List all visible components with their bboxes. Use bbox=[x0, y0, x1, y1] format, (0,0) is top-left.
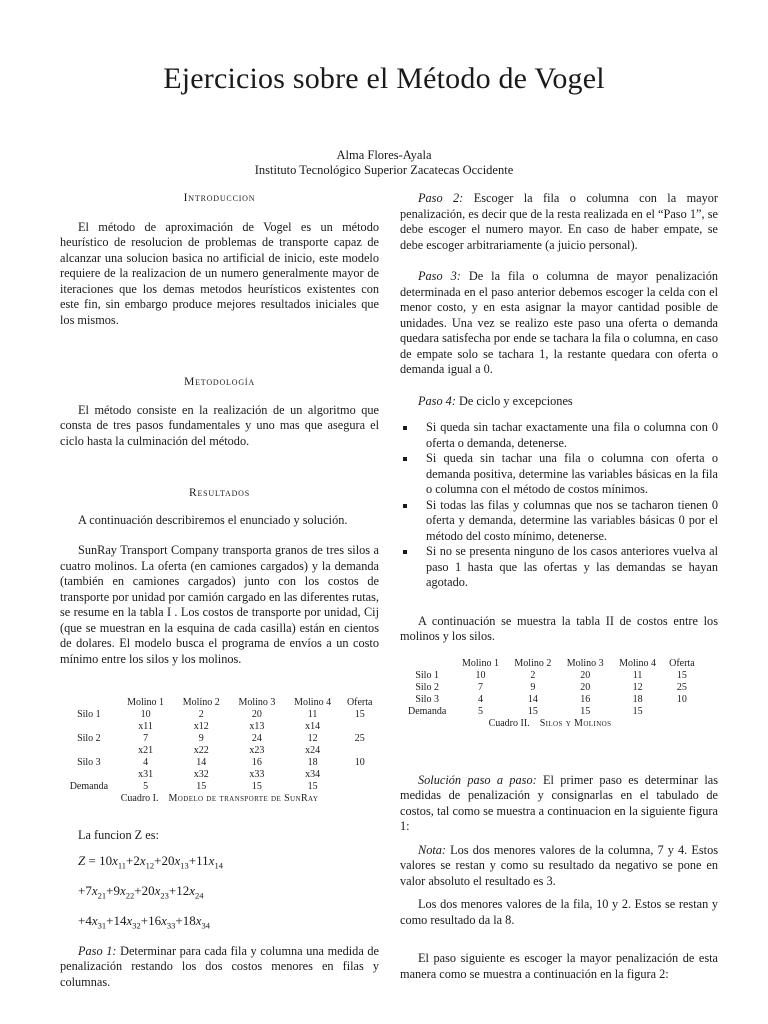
z-equation-line-3: $+4x_{31}+14x_{32}+16x_{33}+18x_{34}$ bbox=[78, 912, 210, 931]
row-header bbox=[60, 745, 118, 757]
table-cell bbox=[340, 769, 379, 781]
table-row bbox=[60, 745, 379, 757]
column-header: Oferta bbox=[346, 697, 373, 708]
table-sunray bbox=[60, 697, 379, 793]
table-cell: x14 bbox=[305, 721, 321, 732]
column-header: Molino 2 bbox=[182, 697, 220, 708]
problem-paragraph: SunRay Transport Company transporta granos de tres silos a cuatro molinos. La oferta (en camiones cargados) y la demanda (también en camiones cargados) junto con los costos de transporte por unidad por camión cargado en las diferentes rutas, se resume en la tabla I . Los costos de transporte por unidad, Cij (que se muestran en la esquina de cada casilla) están en cientos de dolares. El modelo busca el programa de envíos a un costo mínimo entre los silos y los molinos. bbox=[60, 543, 379, 666]
table-row bbox=[60, 733, 379, 745]
row-header: Silo 3 bbox=[415, 693, 439, 705]
column-header: Molino 3 bbox=[566, 657, 604, 669]
table-row bbox=[60, 757, 379, 769]
z-intro: La funcion Z es: bbox=[78, 828, 159, 842]
table-cell: 7 bbox=[477, 681, 483, 693]
table-cell bbox=[340, 721, 379, 733]
paso-2-label: Paso 2: bbox=[418, 191, 464, 205]
paso-4-paragraph bbox=[400, 394, 718, 410]
table-cell: x33 bbox=[249, 769, 265, 780]
paso-2-paragraph bbox=[400, 191, 718, 253]
table-cell: 18 bbox=[307, 757, 318, 768]
table-cell: 11 bbox=[307, 709, 318, 720]
right-column bbox=[400, 191, 718, 982]
section-heading-introduccion: Introduccion bbox=[183, 192, 256, 204]
table-header-row bbox=[60, 697, 379, 709]
list-item: Si todas las filas y columnas que nos se tacharon tienen 0 oferta y demanda, determine las variables básicas 0 por el método del costo mínimo, detenerse. bbox=[400, 498, 718, 545]
column-header: Molino 4 bbox=[294, 697, 332, 708]
paso-4-text: De ciclo y excepciones bbox=[459, 393, 573, 408]
table-cell: 15 bbox=[251, 781, 262, 792]
z-equation-line-2: $+7x_{21}+9x_{22}+20x_{23}+12x_{24}$ bbox=[78, 882, 204, 901]
table-cell: x13 bbox=[249, 721, 265, 732]
paso-4-bullet-list bbox=[400, 420, 718, 591]
list-item: Si no se presenta ninguno de los casos anteriores vuelva al paso 1 hasta que las ofertas y las demandas se hayan agotado. bbox=[400, 544, 718, 591]
row-header: Silo 2 bbox=[415, 681, 439, 693]
column-header: Oferta bbox=[669, 657, 695, 669]
table-2-intro: A continuación se muestra la tabla II de costos entre los molinos y los silos. bbox=[400, 613, 718, 643]
table-cell: 15 bbox=[676, 669, 687, 681]
table-silos-molinos bbox=[400, 658, 700, 718]
nota-text: Los dos menores valores de la columna, 7 y 4. Estos valores se restan y como su resultado da negativo se pone en valor absoluto el resultado es 3. bbox=[400, 842, 718, 888]
table-row bbox=[400, 670, 700, 682]
paper-title: Ejercicios sobre el Método de Vogel bbox=[163, 62, 605, 95]
table-cell bbox=[664, 706, 700, 718]
column-header: Molino 4 bbox=[619, 657, 657, 669]
table-cell: 9 bbox=[198, 733, 204, 744]
z-equation-line-1: $Z = 10x_{11}+2x_{12}+20x_{13}+11x_{14}$ bbox=[78, 852, 223, 871]
fila-paragraph: Los dos menores valores de la fila, 10 y 2. Estos se restan y como resultado da la 8. bbox=[400, 897, 718, 927]
table-cell: 15 bbox=[632, 705, 643, 717]
paso-2-text: Escoger la fila o columna con la mayor penalización, es decir que de la resta realizada en el “Paso 1”, se debe escoger el numero mayor. En caso de haber empate, se debe escoger arbitrariamente (a juicio personal). bbox=[400, 191, 719, 252]
row-header: Silo 2 bbox=[77, 733, 101, 744]
table-cell: 7 bbox=[143, 733, 149, 744]
table-cell: x23 bbox=[249, 745, 265, 756]
table-cell: 5 bbox=[143, 781, 149, 792]
table-row bbox=[60, 781, 379, 793]
table-cell: x24 bbox=[305, 745, 321, 756]
table-cell: 10 bbox=[354, 757, 365, 768]
table-row bbox=[400, 682, 700, 694]
table-cell: 10 bbox=[676, 693, 687, 705]
table-cell: 14 bbox=[527, 693, 538, 705]
table-cell: 11 bbox=[632, 669, 643, 681]
table-2-caption-label: Cuadro II. bbox=[488, 717, 530, 729]
column-header: Molino 3 bbox=[238, 697, 276, 708]
table-cell: x32 bbox=[193, 769, 209, 780]
column-header bbox=[60, 697, 118, 709]
column-header bbox=[400, 658, 454, 670]
table-row bbox=[60, 769, 379, 781]
table-cell: x31 bbox=[138, 769, 154, 780]
table-cell: 24 bbox=[251, 733, 262, 744]
table-cell: 12 bbox=[307, 733, 318, 744]
nota-label: Nota: bbox=[418, 842, 447, 857]
row-header: Silo 1 bbox=[415, 669, 439, 681]
section-heading-metodologia: Metodología bbox=[184, 376, 255, 388]
solucion-label: Solución paso a paso: bbox=[418, 772, 537, 787]
paso-1-text: Determinar para cada fila y columna una medida de penalización restando los dos costos menores en filas y columnas. bbox=[60, 943, 379, 989]
table-cell: 15 bbox=[307, 781, 318, 792]
table-cell: 20 bbox=[580, 669, 591, 681]
row-header bbox=[60, 769, 118, 781]
table-cell: 4 bbox=[143, 757, 149, 768]
table-cell: 10 bbox=[140, 709, 151, 720]
table-cell: 5 bbox=[477, 705, 483, 717]
table-cell: 20 bbox=[251, 709, 262, 720]
row-header: Demanda bbox=[69, 781, 109, 792]
paso-1-label: Paso 1: bbox=[78, 943, 117, 958]
row-header bbox=[60, 721, 118, 733]
table-row bbox=[60, 709, 379, 721]
left-column bbox=[60, 191, 379, 990]
table-cell: 25 bbox=[354, 733, 365, 744]
row-header: Silo 1 bbox=[77, 709, 101, 720]
column-header: Molino 1 bbox=[127, 697, 165, 708]
table-cell: 10 bbox=[475, 669, 486, 681]
table-cell: 15 bbox=[354, 709, 365, 720]
table-row bbox=[60, 721, 379, 733]
table-cell: x22 bbox=[193, 745, 209, 756]
list-item: Si queda sin tachar exactamente una fila o columna con 0 oferta o demanda, detenerse. bbox=[400, 420, 718, 451]
siguiente-paragraph: El paso siguiente es escoger la mayor penalización de esta manera como se muestra a continuación en la figura 2: bbox=[400, 951, 718, 981]
paso-3-paragraph bbox=[400, 269, 718, 378]
list-item: Si queda sin tachar una fila o columna con oferta o demanda positiva, determine las variables básicas en la fila o columna con el método de costos mínimos. bbox=[400, 451, 718, 498]
section-heading-resultados: Resultados bbox=[189, 487, 250, 499]
table-header-row bbox=[400, 658, 700, 670]
table-cell: 20 bbox=[580, 681, 591, 693]
table-row bbox=[400, 694, 700, 706]
table-cell: 25 bbox=[676, 681, 687, 693]
intro-paragraph: El método de aproximación de Vogel es un método heurístico de resolucion de problemas de transporte capaz de alcanzar una solucion basica no artificial de inicio, este modelo requiere de la realizacion de un numero generalmente mayor de iteraciones que los demas metodos heurísticos existentes con este fin, sin embargo produce mejores resultados iniciales que los mismos. bbox=[60, 219, 379, 327]
solucion-text: El primer paso es determinar las medidas de penalización y consignarlas en el tabulado de costos, tal como se muestra a continuacion en la siguiente figura 1: bbox=[400, 772, 719, 833]
table-cell: x34 bbox=[305, 769, 321, 780]
results-paragraph: A continuación describiremos el enunciado y solución. bbox=[78, 512, 348, 527]
column-header: Molino 2 bbox=[514, 657, 552, 669]
table-cell: 15 bbox=[196, 781, 207, 792]
table-cell: 16 bbox=[580, 693, 591, 705]
paso-3-label: Paso 3: bbox=[418, 269, 461, 283]
table-cell: 2 bbox=[198, 709, 204, 720]
paso-4-label: Paso 4: bbox=[418, 393, 456, 408]
table-cell: 2 bbox=[530, 669, 536, 681]
table-1-caption-label: Cuadro I. bbox=[120, 793, 159, 804]
paso-1-paragraph bbox=[60, 944, 379, 991]
table-cell: 12 bbox=[632, 681, 643, 693]
table-1-caption bbox=[60, 793, 379, 805]
table-cell: 16 bbox=[251, 757, 262, 768]
table-cell: x11 bbox=[138, 721, 153, 732]
method-paragraph: El método consiste en la realización de un algoritmo que consta de tres pasos fundamentales y uno mas que asegura el ciclo hasta la culminación del método. bbox=[60, 402, 379, 448]
table-cell: 4 bbox=[477, 693, 483, 705]
table-cell bbox=[340, 745, 379, 757]
table-1-caption-text: Modelo de transporte de SunRay bbox=[168, 793, 319, 804]
table-cell: 14 bbox=[196, 757, 207, 768]
row-header: Demanda bbox=[407, 705, 447, 717]
table-cell: 15 bbox=[527, 705, 538, 717]
table-cell: 18 bbox=[632, 693, 643, 705]
table-cell: 9 bbox=[530, 681, 536, 693]
table-cell: 15 bbox=[580, 705, 591, 717]
table-cell: x21 bbox=[138, 745, 154, 756]
table-2-caption-text: Silos y Molinos bbox=[539, 717, 612, 729]
row-header: Silo 3 bbox=[77, 757, 101, 768]
author-affiliation: Instituto Tecnológico Superior Zacatecas Occidente bbox=[254, 163, 514, 177]
column-header: Molino 1 bbox=[462, 657, 499, 669]
table-2-caption bbox=[400, 718, 700, 730]
author-name: Alma Flores-Ayala bbox=[336, 148, 432, 162]
paso-3-text: De la fila o columna de mayor penalización determinada en el paso anterior debemos escoger la celda con el menor costo, y en esta asignar la mayor cantidad posible de unidades. Una vez se realizo este paso una oferta o demanda quedara satisfecha por ende se tachara la fila o columna, en caso de empate solo se tachara 1, la restante quedara con oferta o demanda igual a 0. bbox=[400, 269, 718, 376]
table-row bbox=[400, 706, 700, 718]
table-cell bbox=[340, 781, 379, 793]
solucion-paragraph bbox=[400, 773, 718, 835]
nota-paragraph bbox=[400, 843, 718, 890]
table-cell: x12 bbox=[193, 721, 209, 732]
